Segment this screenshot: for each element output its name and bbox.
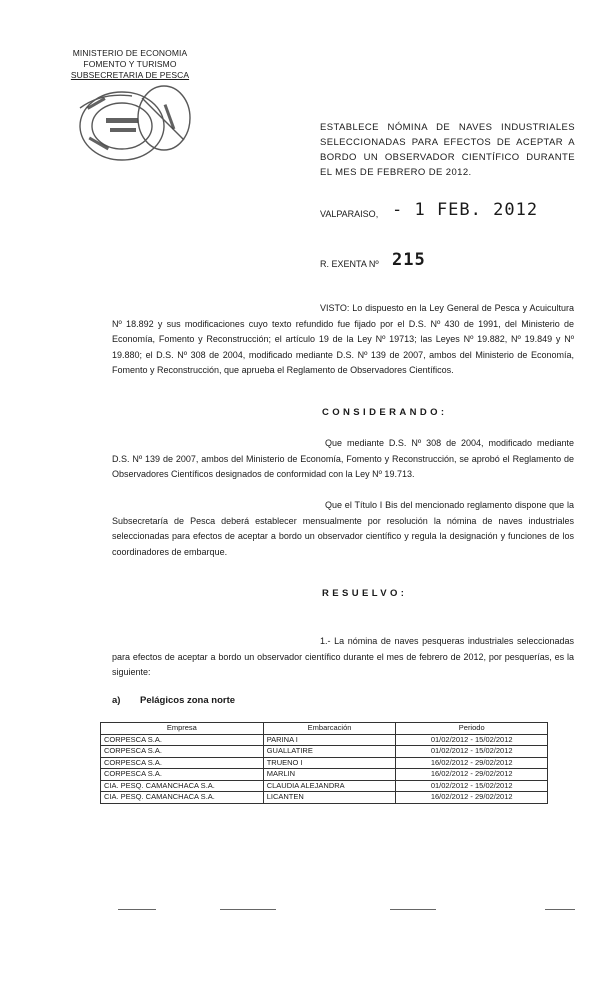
initials-line-4	[545, 909, 575, 910]
cell-periodo: 01/02/2012 - 15/02/2012	[396, 734, 548, 746]
resolution-number: 215	[392, 250, 426, 270]
table-row	[101, 757, 548, 769]
resolution-subject: ESTABLECE NÓMINA DE NAVES INDUSTRIALES SELECCIONADAS PARA EFECTOS DE ACEPTAR A BORDO UN OBSERVADOR CIENTÍFICO DURANTE EL MES DE FEBRERO DE 2012.	[320, 122, 575, 178]
cell-embarcacion: MARLIN	[263, 769, 396, 781]
resolution-label: R. EXENTA Nº	[320, 259, 379, 269]
table-header-row	[101, 723, 548, 735]
cell-empresa: CORPESCA S.A.	[101, 746, 264, 758]
cell-empresa: CORPESCA S.A.	[101, 734, 264, 746]
visto-paragraph: VISTO: Lo dispuesto en la Ley General de Pesca y Acuicultura Nº 18.892 y sus modificaciones cuyo texto refundido fue fijado por el D.S. Nº 430 de 1991, del Ministerio de Economía, Fomento y Reconstrucción; el artículo 19 de la Ley Nº 19713; las Leyes Nº 19.882, Nº 19.849 y Nº 19.880; el D.S. Nº 308 de 2004, modificado mediante D.S. Nº 139 de 2007, ambos del Ministerio de Economía, Fomento y Reconstrucción, que aprueba el Reglamento de Observadores Científicos.	[112, 303, 574, 375]
header-embarcacion: Embarcación	[263, 723, 396, 735]
cell-embarcacion: LICANTEN	[263, 792, 396, 804]
resolution-date: - 1 FEB. 2012	[392, 200, 539, 220]
table-row	[101, 746, 548, 758]
ministry-header	[60, 48, 200, 81]
place-label: VALPARAISO,	[320, 209, 379, 219]
cell-embarcacion: GUALLATIRE	[263, 746, 396, 758]
ministry-line-3: SUBSECRETARIA DE PESCA	[70, 70, 190, 80]
cell-empresa: CIA. PESQ. CAMANCHACA S.A.	[101, 780, 264, 792]
table-row	[101, 734, 548, 746]
official-stamp-icon	[72, 78, 196, 164]
vessel-table	[100, 722, 548, 804]
resuelvo-paragraph-1: 1.- La nómina de naves pesqueras industriales seleccionadas para efectos de aceptar a bordo un observador científico durante el mes de febrero de 2012, por pesquerías, es la siguiente:	[112, 636, 574, 677]
cell-empresa: CORPESCA S.A.	[101, 769, 264, 781]
considerando-heading: CONSIDERANDO:	[322, 407, 448, 418]
cell-embarcacion: CLAUDIA ALEJANDRA	[263, 780, 396, 792]
header-empresa: Empresa	[101, 723, 264, 735]
initials-line-2	[220, 909, 276, 910]
section-a-title: Pelágicos zona norte	[140, 695, 236, 706]
cell-periodo: 16/02/2012 - 29/02/2012	[396, 757, 548, 769]
ministry-line-1: MINISTERIO DE ECONOMIA	[72, 48, 188, 58]
initials-line-3	[390, 909, 436, 910]
table-row	[101, 769, 548, 781]
considerando-paragraph-1: Que mediante D.S. Nº 308 de 2004, modificado mediante D.S. Nº 139 de 2007, ambos del Ministerio de Economía, Fomento y Reconstrucción, se aprobó el Reglamento de Observadores Científicos designados de conformidad con la Ley Nº 19.713.	[112, 438, 574, 479]
cell-empresa: CIA. PESQ. CAMANCHACA S.A.	[101, 792, 264, 804]
cell-embarcacion: PARINA I	[263, 734, 396, 746]
cell-periodo: 16/02/2012 - 29/02/2012	[396, 792, 548, 804]
header-periodo: Periodo	[396, 723, 548, 735]
table-row	[101, 792, 548, 804]
cell-embarcacion: TRUENO I	[263, 757, 396, 769]
initials-line-1	[118, 909, 156, 910]
table-row	[101, 780, 548, 792]
section-a-heading	[112, 695, 235, 706]
cell-periodo: 01/02/2012 - 15/02/2012	[396, 780, 548, 792]
section-a-letter: a)	[112, 695, 121, 706]
cell-periodo: 01/02/2012 - 15/02/2012	[396, 746, 548, 758]
ministry-line-2: FOMENTO Y TURISMO	[83, 59, 177, 69]
considerando-paragraph-2: Que el Título I Bis del mencionado reglamento dispone que la Subsecretaría de Pesca deberá establecer mensualmente por resolución la nómina de naves industriales seleccionadas para efectos de aceptar a bordo un observador científico y regula la designación y funciones de los coordinadores de embarque.	[112, 500, 574, 557]
resuelvo-heading: RESUELVO:	[322, 588, 408, 599]
cell-empresa: CORPESCA S.A.	[101, 757, 264, 769]
cell-periodo: 16/02/2012 - 29/02/2012	[396, 769, 548, 781]
